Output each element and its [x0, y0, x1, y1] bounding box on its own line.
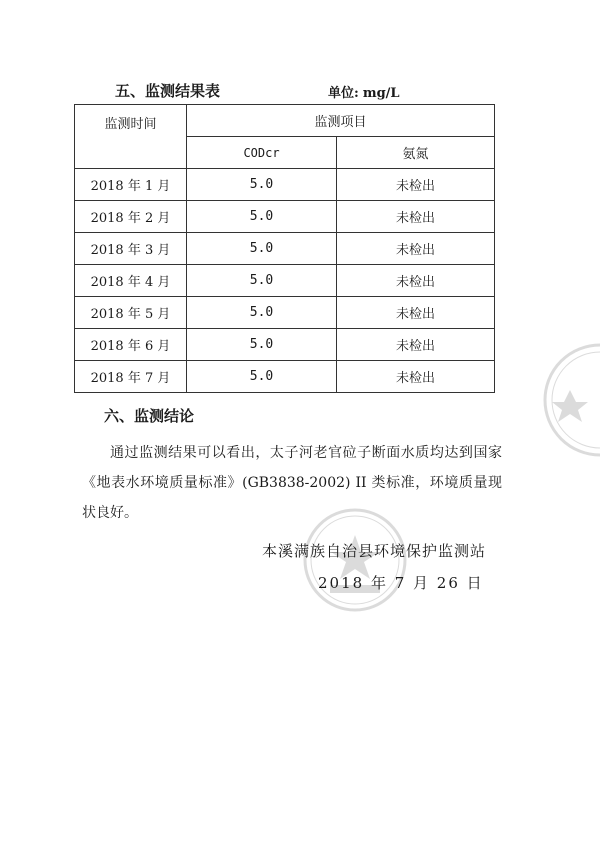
section-5-title: 五、监测结果表 — [115, 82, 221, 100]
table-row — [75, 233, 495, 265]
table-row — [75, 265, 495, 297]
cod-cell: 5.0 — [187, 201, 337, 233]
date-cell: 2018 年 6 月 — [75, 329, 187, 361]
unit-value: mg/L — [362, 86, 400, 101]
unit-label — [328, 82, 400, 101]
cod-cell: 5.0 — [187, 329, 337, 361]
nh3-cell: 未检出 — [337, 169, 495, 201]
nh3-cell: 未检出 — [337, 233, 495, 265]
unit-label-text: 单位: — [328, 86, 359, 101]
date-cell: 2018 年 3 月 — [75, 233, 187, 265]
nh3-cell: 未检出 — [337, 201, 495, 233]
table-row — [75, 297, 495, 329]
table-row — [75, 169, 495, 201]
header-nh3-cell: 氨氮 — [337, 137, 495, 169]
date-cell: 2018 年 7 月 — [75, 361, 187, 393]
header-cod-cell: CODcr — [187, 137, 337, 169]
header-time-cell: 监测时间 — [75, 105, 187, 169]
table-row — [75, 361, 495, 393]
date-cell: 2018 年 1 月 — [75, 169, 187, 201]
date-cell: 2018 年 5 月 — [75, 297, 187, 329]
cod-cell: 5.0 — [187, 169, 337, 201]
nh3-cell: 未检出 — [337, 265, 495, 297]
header-items-cell: 监测项目 — [187, 105, 495, 137]
signature-organization: 本溪满族自治县环境保护监测站 — [262, 542, 487, 560]
cod-cell: 5.0 — [187, 297, 337, 329]
table-row — [75, 329, 495, 361]
cod-cell: 5.0 — [187, 265, 337, 297]
date-cell: 2018 年 2 月 — [75, 201, 187, 233]
nh3-cell: 未检出 — [337, 329, 495, 361]
results-table — [74, 104, 495, 393]
cod-cell: 5.0 — [187, 233, 337, 265]
conclusion-paragraph: 通过监测结果可以看出，太子河老官砬子断面水质均达到国家《地表水环境质量标准》(GB3838-2002) II 类标准，环境质量现状良好。 — [82, 445, 502, 521]
nh3-cell: 未检出 — [337, 361, 495, 393]
edge-seal-stamp — [530, 340, 600, 460]
date-cell: 2018 年 4 月 — [75, 265, 187, 297]
signature-date: 2018 年 7 月 26 日 — [318, 574, 484, 592]
table-header-row — [75, 105, 495, 137]
nh3-cell: 未检出 — [337, 297, 495, 329]
table-row — [75, 201, 495, 233]
section-6-title: 六、监测结论 — [104, 407, 195, 425]
cod-cell: 5.0 — [187, 361, 337, 393]
